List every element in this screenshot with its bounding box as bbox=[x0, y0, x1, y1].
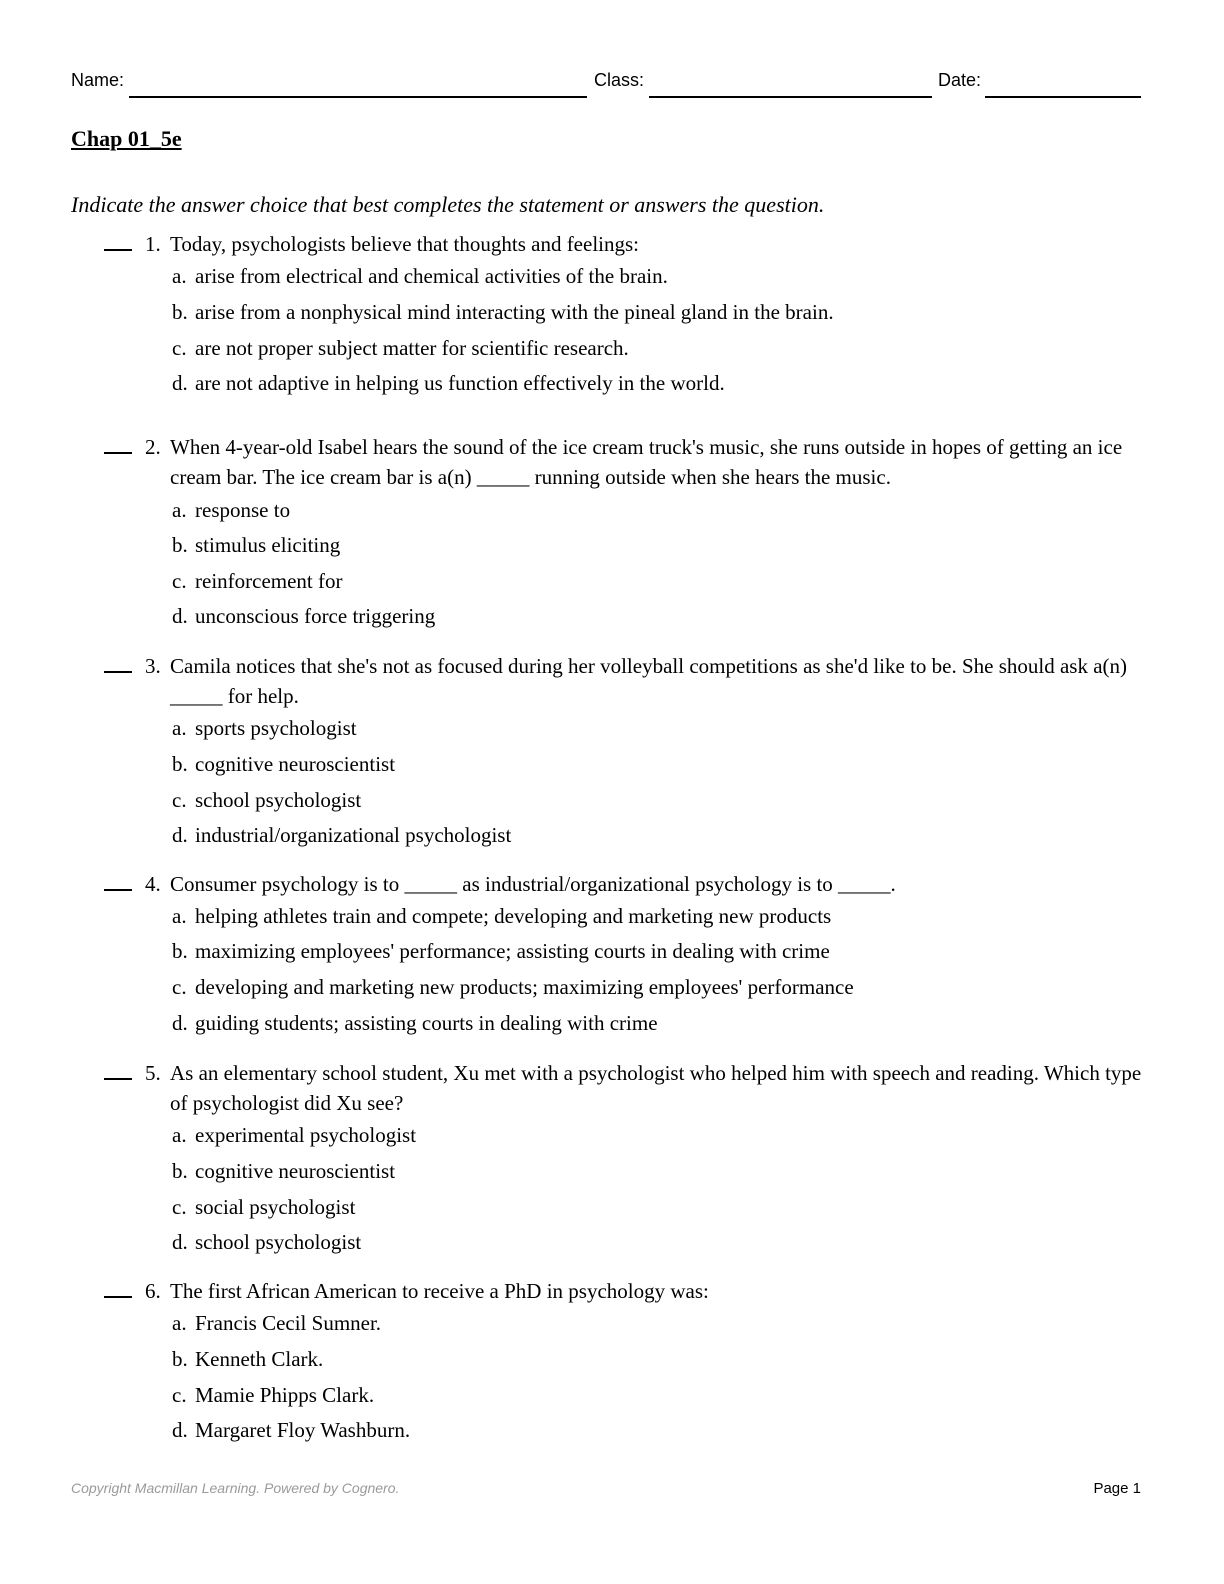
option-text: sports psychologist bbox=[195, 716, 357, 740]
answer-blank[interactable] bbox=[104, 651, 132, 673]
option-letter: a. bbox=[172, 904, 187, 928]
option-text: industrial/organizational psychologist bbox=[195, 823, 512, 847]
option-c bbox=[172, 785, 361, 815]
option-letter: d. bbox=[172, 823, 188, 847]
option-text: arise from a nonphysical mind interacting with the pineal gland in the brain. bbox=[195, 300, 834, 324]
option-text: guiding students; assisting courts in dealing with crime bbox=[195, 1011, 658, 1035]
option-c bbox=[172, 1380, 374, 1410]
answer-blank[interactable] bbox=[104, 1276, 132, 1298]
option-letter: b. bbox=[172, 300, 188, 324]
instructions: Indicate the answer choice that best completes the statement or answers the question. bbox=[71, 192, 825, 217]
question-text: When 4-year-old Isabel hears the sound of the ice cream truck's music, she runs outside in hopes of getting an ice cream bar. The ice cream bar is a(n) _____ running outside when she hears the music. bbox=[170, 435, 1123, 489]
option-text: are not proper subject matter for scientific research. bbox=[195, 336, 629, 360]
option-d bbox=[172, 820, 511, 850]
question-text: As an elementary school student, Xu met with a psychologist who helped him with speech and reading. Which type of psychologist did Xu see? bbox=[170, 1061, 1142, 1115]
footer-page-number: Page 1 bbox=[1093, 1480, 1141, 1497]
option-a bbox=[172, 713, 357, 743]
name-label: Name: bbox=[71, 70, 125, 90]
option-text: arise from electrical and chemical activities of the brain. bbox=[195, 264, 668, 288]
option-text: school psychologist bbox=[195, 1230, 362, 1254]
option-text: unconscious force triggering bbox=[195, 604, 436, 628]
option-a bbox=[172, 1308, 381, 1338]
option-d bbox=[172, 1227, 361, 1257]
question-number: 6. bbox=[145, 1279, 161, 1303]
option-letter: c. bbox=[172, 336, 187, 360]
option-text: stimulus eliciting bbox=[195, 533, 341, 557]
option-b bbox=[172, 749, 395, 779]
option-text: helping athletes train and compete; developing and marketing new products bbox=[195, 904, 832, 928]
option-letter: c. bbox=[172, 1383, 187, 1407]
option-b bbox=[172, 297, 834, 327]
option-letter: b. bbox=[172, 1159, 188, 1183]
option-b bbox=[172, 530, 340, 560]
option-text: cognitive neuroscientist bbox=[195, 752, 396, 776]
option-letter: c. bbox=[172, 569, 187, 593]
answer-blank[interactable] bbox=[104, 229, 132, 251]
header-fields bbox=[71, 70, 1141, 100]
option-a bbox=[172, 495, 290, 525]
class-label: Class: bbox=[594, 70, 645, 90]
option-letter: b. bbox=[172, 1347, 188, 1371]
option-letter: a. bbox=[172, 1123, 187, 1147]
question-text: The first African American to receive a PhD in psychology was: bbox=[170, 1279, 709, 1303]
option-letter: b. bbox=[172, 533, 188, 557]
option-letter: a. bbox=[172, 716, 187, 740]
question-text: Consumer psychology is to _____ as industrial/organizational psychology is to _____. bbox=[170, 872, 896, 896]
question-number: 3. bbox=[145, 654, 161, 678]
option-b bbox=[172, 1156, 395, 1186]
option-c bbox=[172, 972, 854, 1002]
option-text: are not adaptive in helping us function effectively in the world. bbox=[195, 371, 725, 395]
option-letter: b. bbox=[172, 752, 188, 776]
option-letter: a. bbox=[172, 1311, 187, 1335]
date-label: Date: bbox=[938, 70, 982, 90]
option-text: school psychologist bbox=[195, 788, 362, 812]
option-letter: d. bbox=[172, 1418, 188, 1442]
option-text: developing and marketing new products; maximizing employees' performance bbox=[195, 975, 854, 999]
option-c bbox=[172, 333, 629, 363]
option-b bbox=[172, 1344, 323, 1374]
question-number: 5. bbox=[145, 1061, 161, 1085]
option-c bbox=[172, 566, 343, 596]
question-number: 2. bbox=[145, 435, 161, 459]
option-letter: a. bbox=[172, 264, 187, 288]
class-field[interactable] bbox=[649, 96, 932, 98]
option-text: maximizing employees' performance; assisting courts in dealing with crime bbox=[195, 939, 830, 963]
option-letter: c. bbox=[172, 788, 187, 812]
option-text: Mamie Phipps Clark. bbox=[195, 1383, 375, 1407]
page-title: Chap 01_5e bbox=[71, 126, 182, 151]
footer-copyright: Copyright Macmillan Learning. Powered by Cognero. bbox=[71, 1480, 400, 1496]
option-d bbox=[172, 368, 725, 398]
option-text: social psychologist bbox=[195, 1195, 356, 1219]
option-letter: d. bbox=[172, 604, 188, 628]
question-text: Today, psychologists believe that thoughts and feelings: bbox=[170, 232, 640, 256]
answer-blank[interactable] bbox=[104, 869, 132, 891]
option-d bbox=[172, 601, 435, 631]
option-letter: d. bbox=[172, 1230, 188, 1254]
answer-blank[interactable] bbox=[104, 432, 132, 454]
date-field[interactable] bbox=[985, 96, 1141, 98]
question-number: 4. bbox=[145, 872, 161, 896]
option-text: Francis Cecil Sumner. bbox=[195, 1311, 382, 1335]
option-text: Kenneth Clark. bbox=[195, 1347, 324, 1371]
option-a bbox=[172, 1120, 416, 1150]
option-text: cognitive neuroscientist bbox=[195, 1159, 396, 1183]
option-text: experimental psychologist bbox=[195, 1123, 417, 1147]
option-c bbox=[172, 1192, 355, 1222]
option-letter: c. bbox=[172, 975, 187, 999]
option-letter: a. bbox=[172, 498, 187, 522]
question-text: Camila notices that she's not as focused during her volleyball competitions as she'd like to be. She should ask a(n) _____ for help. bbox=[170, 654, 1128, 708]
option-a bbox=[172, 901, 831, 931]
option-letter: b. bbox=[172, 939, 188, 963]
option-text: Margaret Floy Washburn. bbox=[195, 1418, 411, 1442]
option-a bbox=[172, 261, 668, 291]
option-letter: d. bbox=[172, 371, 188, 395]
option-d bbox=[172, 1415, 410, 1445]
option-d bbox=[172, 1008, 658, 1038]
option-b bbox=[172, 936, 830, 966]
option-letter: d. bbox=[172, 1011, 188, 1035]
answer-blank[interactable] bbox=[104, 1058, 132, 1080]
option-text: response to bbox=[195, 498, 291, 522]
option-text: reinforcement for bbox=[195, 569, 343, 593]
option-letter: c. bbox=[172, 1195, 187, 1219]
name-field[interactable] bbox=[129, 96, 587, 98]
question-number: 1. bbox=[145, 232, 161, 256]
